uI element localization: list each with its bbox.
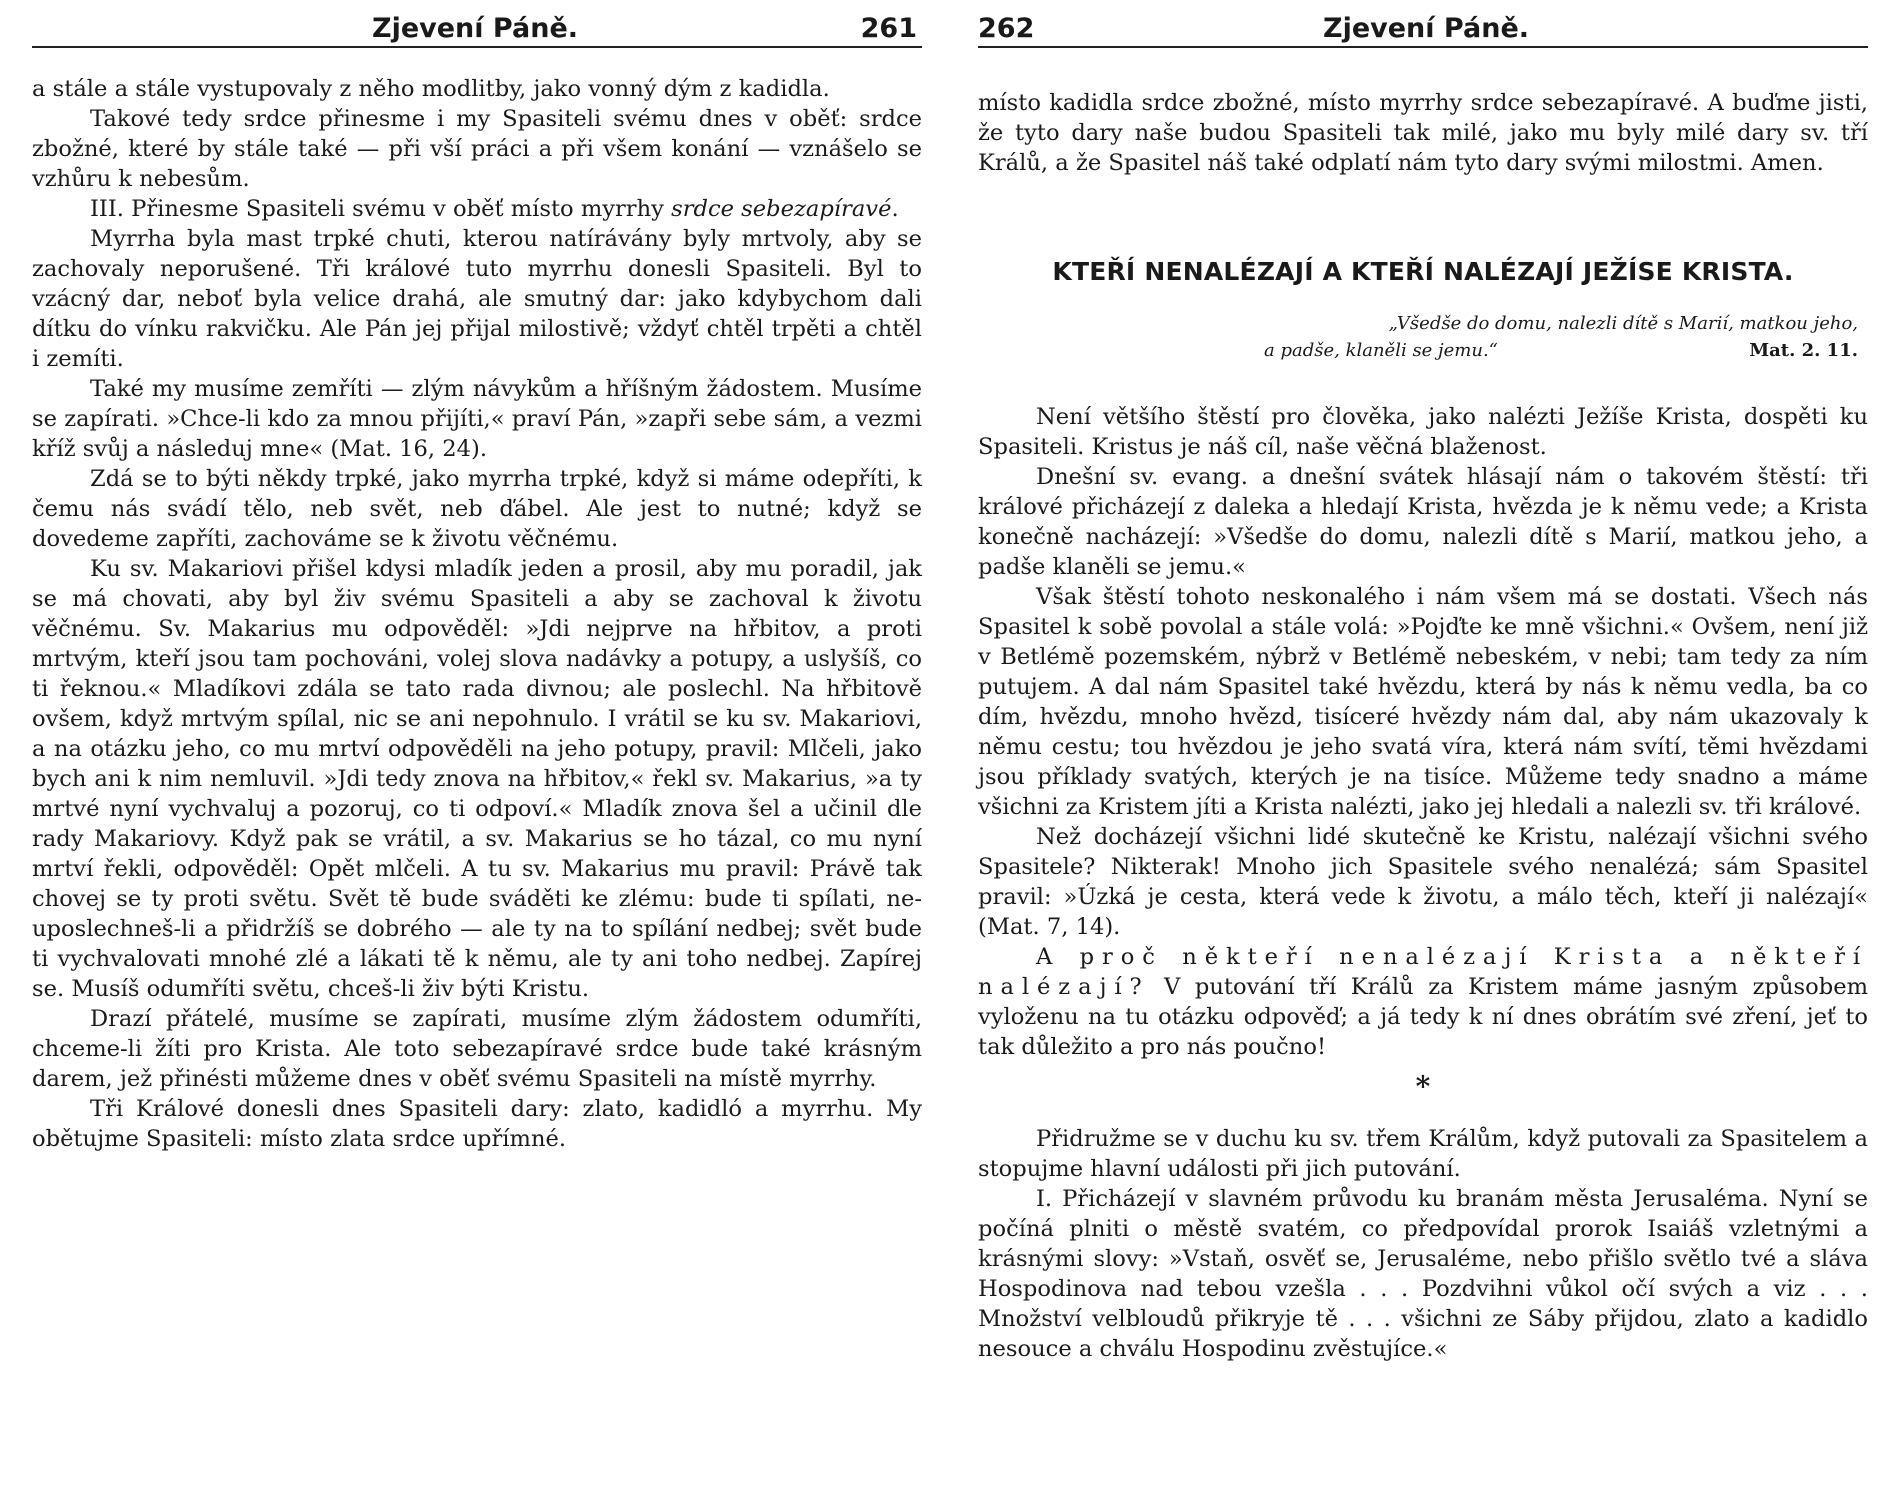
epigraph-line: a padše, klaněli se jemu.“ [1264,340,1498,361]
text-run: a stále a stále vystupovaly z něho modlitby, jako vonný dým z kadidla. [32,76,830,102]
text-run: Zdá se to býti někdy trpké, jako myrrha trpké, když si máme odepříti, k čemu nás svádí tělo, neb svět, neb ďábel. Ale jest to nutné; když se dovedeme zapříti, zachováme se k životu věčnému. [32,466,922,552]
body-text [978,88,1868,1364]
paragraph [978,822,1868,942]
text-run: Drazí přátelé, musíme se zapírati, musíme zlým žádostem odumříti, chceme-li žíti pro Krista. Ale toto sebezapíravé srdce bude také krásným darem, jež přinésti můžeme dnes v oběť svému Spasiteli na místě myrrhy. [32,1006,922,1092]
text-run: Dnešní sv. evang. a dnešní svátek hlásají nám o takovém štěstí: tři králové přicházejí z daleka a hledají Krista, hvězda je k němu vede; a Krista konečně nacházejí: »Všedše do domu, nalezli dítě s Marií, matkou jeho, a padše klaněli se jemu.« [978,464,1868,580]
paragraph [32,374,922,464]
paragraph [978,1124,1868,1184]
paragraph [32,464,922,554]
text-run: Než docházejí všichni lidé skutečně ke Kristu, nalézají všichni svého Spasitele? Nikterak! Mnoho jich Spasitele svého nenalézá; sám Spasitel pravil: »Úzká je cesta, která vede k životu, a málo těch, kteří ji nalézají« (Mat. 7, 14). [978,824,1868,940]
paragraph [32,74,922,104]
paragraph [32,554,922,1004]
paragraph [32,1004,922,1094]
text-run: Přidružme se v duchu ku sv. třem Králům, když putovali za Spasitelem a stopujme hlavní události při jich putování. [978,1126,1868,1182]
running-title: Zjevení Páně. [1323,13,1530,44]
running-head [32,12,922,48]
text-run: místo kadidla srdce zbožné, místo myrrhy srdce sebezapíravé. A buďme jisti, že tyto dary naše budou Spasiteli tak milé, jako mu byly milé dary sv. tří Králů, a že Spasitel náš také odplatí nám tyto dary svými milostmi. Amen. [978,90,1868,176]
body-text [32,74,922,1154]
text-run: I. Přicházejí v slavném průvodu ku branám města Jerusaléma. Nyní se počíná plniti o městě svatém, co předpovídal prorok Isaiáš vzletnými a krásnými slovy: »Vstaň, osvěť se, Jerusaléme, nebo přišlo světlo tvé a sláva Hospodinova nad tebou vzešla . . . Pozdvihni vůkol očí svých a viz . . . Množství velbloudů přikryje tě . . . všichni ze Sáby přijdou, zlato a kadidlo nesouce a chválu Hospodinu zvěstujíce.« [978,1186,1868,1362]
paragraph [978,402,1868,462]
epigraph-line: „Všedše do domu, nalezli dítě s Marií, matkou jeho, [1388,313,1858,334]
right-page [978,0,1868,1500]
paragraph [32,224,922,374]
paragraph [978,1184,1868,1364]
section-heading: KTEŘÍ NENALÉZAJÍ A KTEŘÍ NALÉZAJÍ JEŽÍSE KRISTA. [1052,257,1794,286]
paragraph [32,1094,922,1154]
running-title: Zjevení Páně. [372,13,579,44]
epigraph [978,310,1868,364]
paragraph [978,942,1868,1062]
left-page [32,0,922,1500]
paragraph [978,582,1868,822]
paragraph [978,462,1868,582]
text-run: III. Přinesme Spasiteli svému v oběť místo myrrhy [90,196,672,222]
spaced-text: A proč někteří nenalézají Krista a někteří nalézají? [978,944,1868,1000]
bible-reference: Mat. 2. 11. [1749,340,1858,361]
text-run: Také my musíme zemříti — zlým návykům a hříšným žádostem. Musíme se zapírati. »Chce-li kdo za mnou přijíti,« praví Pán, »zapři sebe sám, a vezmi kříž svůj a následuj mne« (Mat. 16, 24). [32,376,922,462]
page-number: 262 [978,13,1035,44]
text-run: Takové tedy srdce přinesme i my Spasiteli svému dnes v oběť: srdce zbožné, které by stále také — při vší práci a při všem konání — vznášelo se vzhůru k nebesům. [32,106,922,192]
text-run: Tři Králové donesli dnes Spasiteli dary: zlato, kadidló a myrrhu. My obětujme Spasiteli: místo zlata srdce upřímné. [32,1096,922,1152]
text-run: Však štěstí tohoto neskonalého i nám všem má se dostati. Všech nás Spasitel k sobě povolal a stále volá: »Pojďte ke mně všichni.« Ovšem, není již v Betlémě pozemském, nýbrž v Betlémě nebeském, v nebi; tam tedy za ním putujem. A dal nám Spasitel také hvězdu, která by nás k němu vedla, ba co dím, hvězdu, mnoho hvězd, tisíceré hvězdy nám dal, aby nám ukazovaly k němu cestu; tou hvězdou je jeho svatá víra, která nám svítí, těmi hvězdami jsou příklady svatých, kterých je na tisíce. Můžeme tedy snadno a máme všichni za Kristem jíti a Krista nalézti, jako jej hledali a nalezli sv. tři králové. [978,584,1868,820]
emphasis-text: srdce sebezapíravé [671,196,892,222]
text-run: Ku sv. Makariovi přišel kdysi mladík jeden a prosil, aby mu poradil, jak se má chovati, aby byl živ svému Spasiteli a aby se zachoval k životu věčnému. Sv. Makarius mu odpověděl: »Jdi nejprve na hřbitov, a proti mrtvým, kteří jsou tam pochováni, volej slova nadávky a potupy, a uslyšíš, co ti řeknou.« Mladíkovi zdála se tato rada divnou; ale poslechl. Na hřbitově ovšem, když mrtvým spílal, nic se ani nepohnulo. I vrátil se ku sv. Makariovi, a na otázku jeho, co mu mrtví odpověděli na jeho potupy, pravil: Mlčeli, jako bych ani k nim nemluvil. »Jdi tedy znova na hřbitov,« řekl sv. Makarius, »a ty mrtvé nyní vychvaluj a pozoruj, co ti odpoví.« Mladík znova šel a učinil dle rady Makariovy. Když pak se vrátil, a sv. Makarius se ho tázal, co mu nyní mrtví řekli, odpověděl: Opět mlčeli. A tu sv. Makarius mu pravil: Právě tak chovej se ty proti světu. Svět tě bude sváděti ke zlému: bude ti spílati, neuposlechneš-li a přidržíš se dobrého — ale ty na to spílání nedbej; svět bude ti vychvalovati mnohé zlé a lákati tě k němu, ale ty ani toho nedbej. Zapírej se. Musíš odumříti světu, chceš-li živ býti Kristu. [32,556,922,1002]
text-run: Myrrha byla mast trpké chuti, kterou natírávány byly mrtvoly, aby se zachovaly neporušené. Tři králové tuto myrrhu donesli Spasiteli. Byl to vzácný dar, neboť byla velice drahá, ale smutný dar: jako kdybychom dali dítku do vínku rakvičku. Ale Pán jej přijal milostivě; vždyť chtěl trpěti a chtěl i zemíti. [32,226,922,372]
text-run: . [891,196,899,222]
text-run: Není většího štěstí pro člověka, jako nalézti Ježíše Krista, dospěti ku Spasiteli. Kristus je náš cíl, naše věčná blaženost. [978,404,1868,460]
page-number: 261 [860,13,917,44]
text-run: V putování tří Králů za Kristem máme jasným způsobem vyloženu na tu otázku odpověď; a já tedy k ní dnes obrátím své zření, jeť to tak důležito a pro nás poučno! [978,974,1868,1060]
paragraph [32,194,922,224]
section-divider: * [1415,1070,1431,1103]
paragraph [978,88,1868,178]
paragraph [32,104,922,194]
running-head [978,12,1868,48]
